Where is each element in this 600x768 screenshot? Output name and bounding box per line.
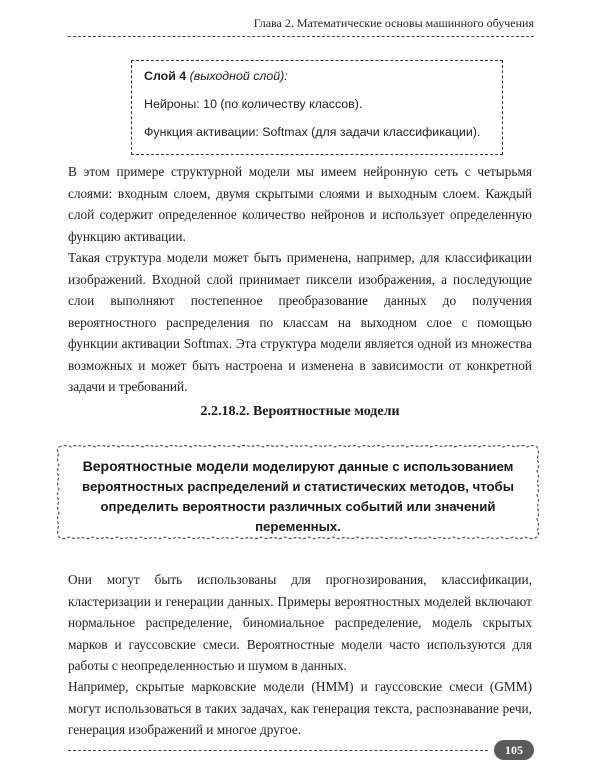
paragraph-1: В этом примере структурной модели мы имеем нейронную сеть с четырьмя слоями: входным слоем, двумя скрытыми слоями и выходным слоем. Каждый слой содержит определенное количество нейронов и использует определенную функцию активации. (68, 164, 532, 244)
paragraph-2: Такая структура модели может быть применена, например, для классификации изображений. Входной слой принимает пиксели изображения, а последующие слои выполняют постепенное преобразование данных до получения вероятностного распределения по классам на выходном слое с помощью функции активации Softmax. Эта структура модели является одной из множества возможных и может быть настроена и изменена в зависимости от конкретной задачи и требований. (68, 250, 532, 394)
layer-info-box (131, 60, 503, 155)
definition-body: моделируют данные с использованием вероятностных распределений и статистических методов, чтобы определить вероятности различных событий или значений переменных. (82, 459, 514, 534)
layer-title-italic: (выходной слой): (189, 69, 288, 83)
header-divider (68, 36, 534, 37)
layer-neurons: Нейроны: 10 (по количеству классов). (144, 97, 363, 111)
definition-box (54, 442, 542, 542)
paragraph-4: Например, скрытые марковские модели (HMM) и гауссовские смеси (GMM) могут использоваться в таких задачах, как генерация текста, распознавание речи, генерация изображений и многое другое. (68, 679, 532, 737)
chapter-header: Глава 2. Математические основы машинного обучения (253, 16, 534, 30)
paragraph-3: Они могут быть использованы для прогнозирования, классификации, кластеризации и генерации данных. Примеры вероятностных моделей включают нормальное распределение, биномиальное распределение, модель скрытых марков и гауссовские смеси. Вероятностные модели часто используются для работы с неопределенностью и шумом в данных. (68, 572, 532, 673)
definition-text (64, 456, 532, 537)
layer-title-bold: Слой 4 (144, 69, 187, 83)
footer-divider (68, 750, 488, 751)
layer-title (144, 69, 288, 83)
layer-activation: Функция активации: Softmax (для задачи классификации). (144, 125, 481, 139)
section-title: 2.2.18.2. Вероятностные модели (200, 404, 400, 419)
definition-term: Вероятностные модели (82, 458, 249, 474)
page-number: 105 (494, 740, 534, 760)
